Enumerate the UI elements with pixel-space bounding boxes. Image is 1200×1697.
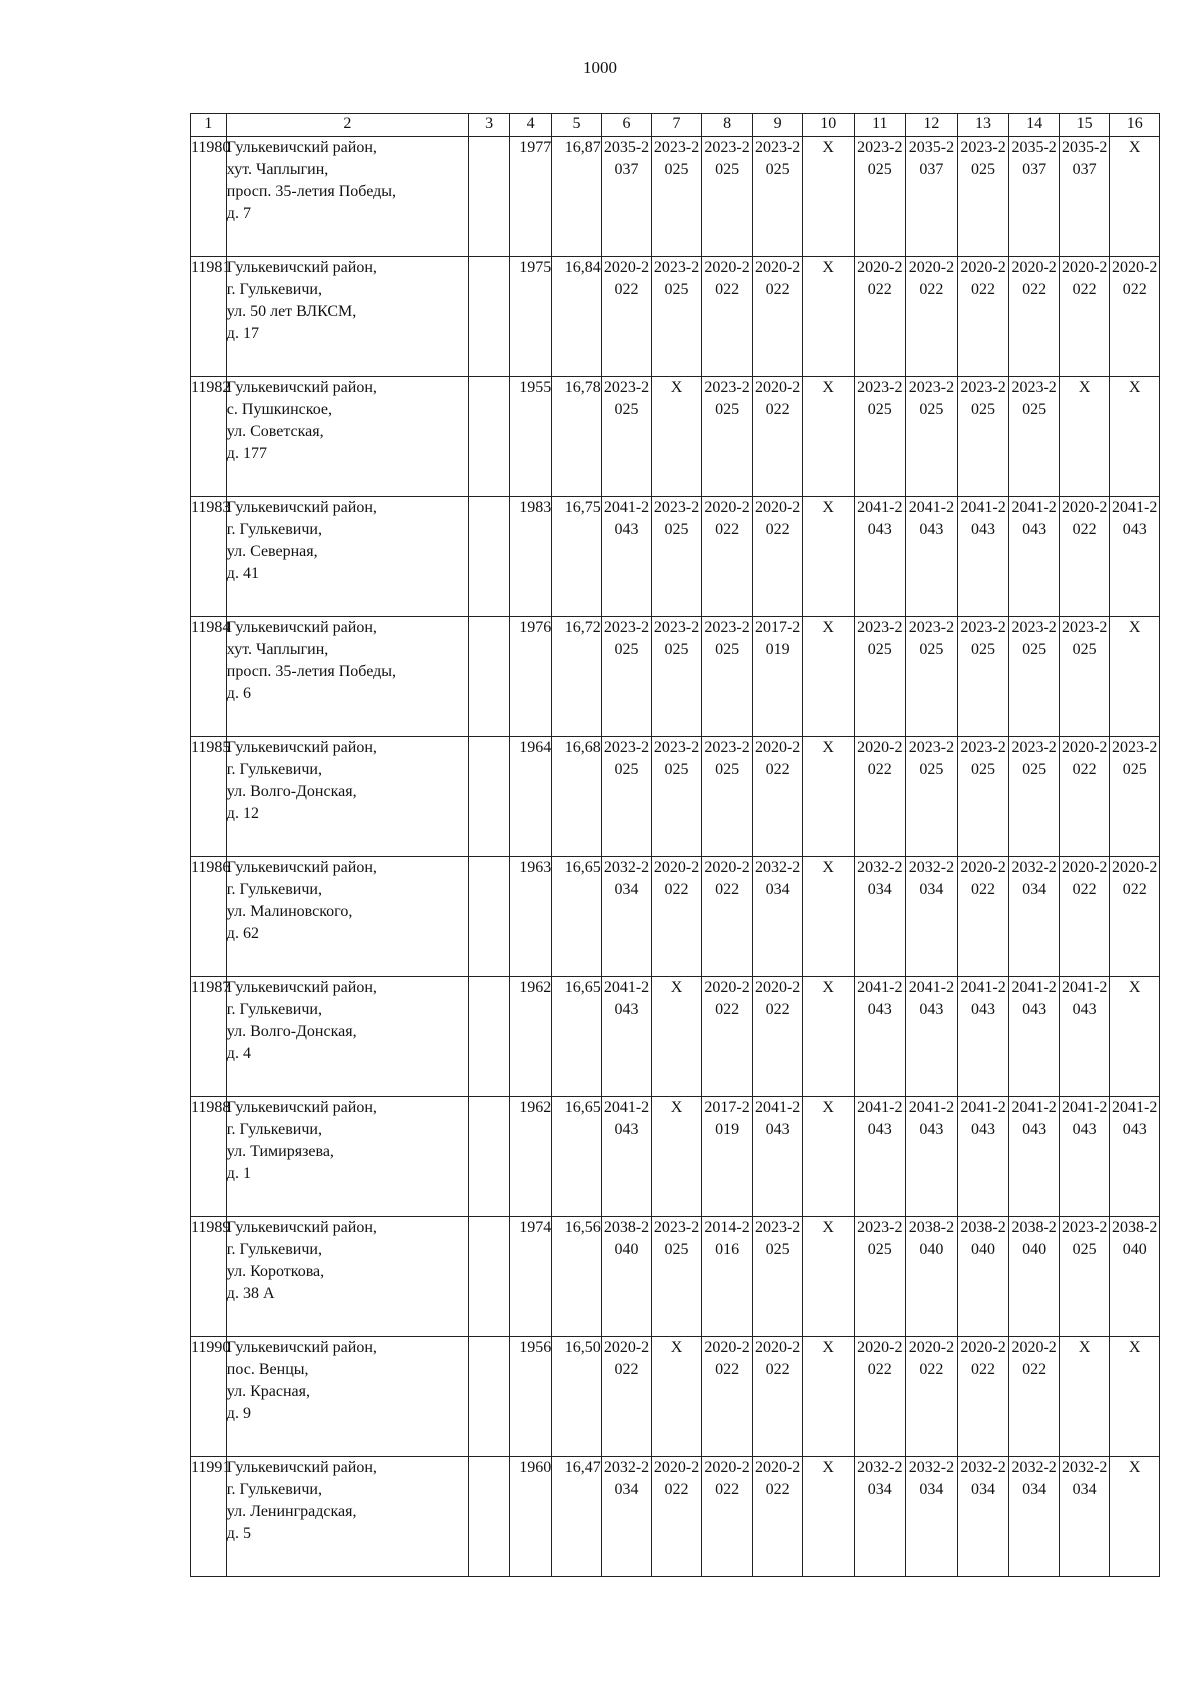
column-header-3: 3 [469,114,510,137]
value-cell: 2041-2043 [1059,977,1110,1097]
value-cell: 2020-2022 [906,257,958,377]
value-cell: 2023-2025 [1059,1217,1110,1337]
value-cell: X [652,977,702,1097]
value-cell: 2032-2034 [601,1457,652,1577]
column-header-10: 10 [802,114,854,137]
column-header-1: 1 [191,114,227,137]
address-line: ул. Ленинградская, [226,1503,357,1520]
table-row [191,497,1160,617]
address-line: с. Пушкинское, [226,401,333,418]
value-cell: X [652,1337,702,1457]
value-cell: 2020-2022 [753,1337,803,1457]
value-cell: 2035-2037 [906,137,958,257]
address-cell [226,377,468,497]
address-line: Гулькевичский район, [226,499,377,516]
row-number: 11988 [191,1097,227,1217]
address-line: д. 17 [226,325,259,342]
value-cell: 2020-2022 [854,737,906,857]
column-header-5: 5 [552,114,602,137]
table-row [191,257,1160,377]
address-line: Гулькевичский район, [226,1219,377,1236]
address-line: г. Гулькевичи, [226,761,322,778]
value-cell: 2023-2025 [957,137,1009,257]
address-line: Гулькевичский район, [226,1459,377,1476]
value-cell: X [652,377,702,497]
value-cell: X [1110,617,1160,737]
value-cell: X [1110,137,1160,257]
row-number: 11980 [191,137,227,257]
column-header-13: 13 [957,114,1009,137]
value-cell: X [1110,1457,1160,1577]
row-number: 11983 [191,497,227,617]
column-3-cell [469,617,510,737]
value-cell: 2023-2025 [854,137,906,257]
value-cell: 2023-2025 [753,1217,803,1337]
year-cell: 1962 [510,977,552,1097]
value-cell: 2023-2025 [652,137,702,257]
value-cell: 2032-2034 [1059,1457,1110,1577]
address-line: Гулькевичский район, [226,1339,377,1356]
value-cell: 2020-2022 [701,1337,753,1457]
value-cell: X [802,737,854,857]
value-cell: 2020-2022 [957,1337,1009,1457]
year-cell: 1964 [510,737,552,857]
value-cell: 2041-2043 [601,977,652,1097]
address-line: г. Гулькевичи, [226,1001,322,1018]
address-line: д. 7 [226,205,251,222]
table-row [191,377,1160,497]
value-cell: 2020-2022 [753,377,803,497]
value-cell: 2041-2043 [957,1097,1009,1217]
column-3-cell [469,1457,510,1577]
value-cell: 2023-2025 [1009,617,1060,737]
address-cell [226,857,468,977]
value-cell: 2020-2022 [957,257,1009,377]
value-cell: 2020-2022 [1009,1337,1060,1457]
value-cell: 2023-2025 [701,377,753,497]
value-cell: 2020-2022 [1009,257,1060,377]
address-line: г. Гулькевичи, [226,1121,322,1138]
address-line: г. Гулькевичи, [226,1481,322,1498]
value-cell: 2023-2025 [601,377,652,497]
value-cell: 2023-2025 [1009,377,1060,497]
value-cell: 2014-2016 [701,1217,753,1337]
address-line: Гулькевичский район, [226,139,377,156]
row-number: 11990 [191,1337,227,1457]
column-3-cell [469,857,510,977]
address-line: ул. Волго-Донская, [226,783,357,800]
row-number: 11985 [191,737,227,857]
value-cell: 2020-2022 [1059,497,1110,617]
value-cell: 2023-2025 [652,617,702,737]
value-cell: X [1110,977,1160,1097]
address-line: ул. Малиновского, [226,903,353,920]
value-cell: 2023-2025 [753,137,803,257]
table-row [191,737,1160,857]
value-cell: 2041-2043 [1009,497,1060,617]
value-cell: X [802,257,854,377]
value-cell: 2041-2043 [854,497,906,617]
value-cell: 2023-2025 [1059,617,1110,737]
value-cell: 2041-2043 [1009,977,1060,1097]
address-line: Гулькевичский район, [226,619,377,636]
address-line: просп. 35-летия Победы, [226,663,397,680]
value-cell: 2023-2025 [854,1217,906,1337]
address-line: ул. Красная, [226,1383,310,1400]
address-cell [226,137,468,257]
value-cell: X [1059,1337,1110,1457]
row-number: 11989 [191,1217,227,1337]
column-3-cell [469,737,510,857]
value-cell: 2020-2022 [701,257,753,377]
value-cell: 2041-2043 [906,497,958,617]
column-3-cell [469,1097,510,1217]
value-cell: X [802,1217,854,1337]
area-cell: 16,50 [552,1337,602,1457]
value-cell: 2035-2037 [1059,137,1110,257]
address-line: Гулькевичский район, [226,259,377,276]
address-line: д. 6 [226,685,251,702]
year-cell: 1955 [510,377,552,497]
address-line: ул. Тимирязева, [226,1143,334,1160]
address-line: Гулькевичский район, [226,739,377,756]
value-cell: 2017-2019 [753,617,803,737]
table-row [191,1337,1160,1457]
address-line: ул. Короткова, [226,1263,325,1280]
value-cell: 2032-2034 [601,857,652,977]
value-cell: 2023-2025 [1009,737,1060,857]
address-line: Гулькевичский район, [226,979,377,996]
column-3-cell [469,257,510,377]
value-cell: 2020-2022 [906,1337,958,1457]
value-cell: 2020-2022 [701,497,753,617]
value-cell: 2041-2043 [957,977,1009,1097]
address-cell [226,977,468,1097]
year-cell: 1962 [510,1097,552,1217]
address-line: д. 41 [226,565,259,582]
address-cell [226,257,468,377]
value-cell: X [802,137,854,257]
year-cell: 1975 [510,257,552,377]
column-3-cell [469,137,510,257]
value-cell: 2020-2022 [753,737,803,857]
value-cell: 2032-2034 [854,1457,906,1577]
address-cell [226,737,468,857]
year-cell: 1983 [510,497,552,617]
area-cell: 16,84 [552,257,602,377]
address-line: Гулькевичский район, [226,859,377,876]
row-number: 11982 [191,377,227,497]
table-row [191,137,1160,257]
column-header-12: 12 [906,114,958,137]
value-cell: 2023-2025 [701,617,753,737]
address-line: д. 62 [226,925,259,942]
value-cell: 2023-2025 [906,377,958,497]
value-cell: 2032-2034 [906,1457,958,1577]
column-header-16: 16 [1110,114,1160,137]
column-header-4: 4 [510,114,552,137]
value-cell: 2023-2025 [701,137,753,257]
value-cell: X [1110,1337,1160,1457]
value-cell: 2020-2022 [753,257,803,377]
address-line: хут. Чаплыгин, [226,641,329,658]
address-line: г. Гулькевичи, [226,1241,322,1258]
value-cell: 2017-2019 [701,1097,753,1217]
value-cell: 2020-2022 [1059,737,1110,857]
value-cell: 2038-2040 [1110,1217,1160,1337]
value-cell: 2023-2025 [652,1217,702,1337]
value-cell: 2023-2025 [957,617,1009,737]
value-cell: 2023-2025 [601,737,652,857]
value-cell: 2038-2040 [1009,1217,1060,1337]
address-cell [226,617,468,737]
year-cell: 1963 [510,857,552,977]
address-line: д. 5 [226,1525,251,1542]
address-line: пос. Венцы, [226,1361,309,1378]
value-cell: 2041-2043 [854,977,906,1097]
address-line: д. 38 А [226,1285,275,1302]
address-cell [226,497,468,617]
value-cell: 2020-2022 [957,857,1009,977]
value-cell: X [652,1097,702,1217]
area-cell: 16,78 [552,377,602,497]
address-line: Гулькевичский район, [226,379,377,396]
page-number: 1000 [583,58,617,77]
address-line: г. Гулькевичи, [226,521,322,538]
value-cell: 2032-2034 [906,857,958,977]
value-cell: 2041-2043 [1110,1097,1160,1217]
value-cell: 2023-2025 [1110,737,1160,857]
area-cell: 16,72 [552,617,602,737]
year-cell: 1974 [510,1217,552,1337]
address-line: хут. Чаплыгин, [226,161,329,178]
value-cell: 2023-2025 [652,497,702,617]
value-cell: X [802,857,854,977]
column-header-15: 15 [1059,114,1110,137]
value-cell: 2032-2034 [957,1457,1009,1577]
area-cell: 16,56 [552,1217,602,1337]
value-cell: 2032-2034 [854,857,906,977]
value-cell: 2038-2040 [957,1217,1009,1337]
address-line: ул. Советская, [226,423,324,440]
value-cell: 2038-2040 [601,1217,652,1337]
value-cell: 2020-2022 [701,857,753,977]
value-cell: 2032-2034 [1009,1457,1060,1577]
area-cell: 16,65 [552,977,602,1097]
column-3-cell [469,377,510,497]
area-cell: 16,65 [552,1097,602,1217]
value-cell: 2023-2025 [854,377,906,497]
value-cell: 2023-2025 [957,737,1009,857]
value-cell: X [802,1457,854,1577]
value-cell: 2020-2022 [652,857,702,977]
value-cell: 2020-2022 [701,977,753,1097]
value-cell: 2020-2022 [854,257,906,377]
address-line: д. 1 [226,1165,251,1182]
value-cell: 2041-2043 [1110,497,1160,617]
address-cell [226,1097,468,1217]
value-cell: X [1110,377,1160,497]
address-line: д. 12 [226,805,259,822]
row-number: 11991 [191,1457,227,1577]
table-row [191,1217,1160,1337]
table-body [191,137,1160,1577]
value-cell: 2041-2043 [601,1097,652,1217]
column-header-7: 7 [652,114,702,137]
value-cell: 2023-2025 [906,617,958,737]
value-cell: 2020-2022 [1110,257,1160,377]
address-cell [226,1457,468,1577]
value-cell: X [802,497,854,617]
address-cell [226,1217,468,1337]
year-cell: 1977 [510,137,552,257]
row-number: 11987 [191,977,227,1097]
area-cell: 16,87 [552,137,602,257]
address-line: г. Гулькевичи, [226,281,322,298]
value-cell: 2032-2034 [1009,857,1060,977]
value-cell: 2032-2034 [753,857,803,977]
area-cell: 16,47 [552,1457,602,1577]
value-cell: 2041-2043 [601,497,652,617]
value-cell: 2020-2022 [753,1457,803,1577]
value-cell: 2020-2022 [601,257,652,377]
address-line: ул. Волго-Донская, [226,1023,357,1040]
value-cell: X [802,617,854,737]
value-cell: X [802,1097,854,1217]
year-cell: 1956 [510,1337,552,1457]
value-cell: 2023-2025 [652,737,702,857]
value-cell: X [802,377,854,497]
address-line: г. Гулькевичи, [226,881,322,898]
value-cell: 2041-2043 [753,1097,803,1217]
column-3-cell [469,1217,510,1337]
column-header-2: 2 [226,114,468,137]
row-number: 11981 [191,257,227,377]
value-cell: 2035-2037 [1009,137,1060,257]
value-cell: 2041-2043 [1009,1097,1060,1217]
column-header-6: 6 [601,114,652,137]
row-number: 11986 [191,857,227,977]
column-header-11: 11 [854,114,906,137]
value-cell: 2020-2022 [753,977,803,1097]
value-cell: 2020-2022 [1059,857,1110,977]
table-row [191,1457,1160,1577]
value-cell: 2020-2022 [1110,857,1160,977]
column-header-14: 14 [1009,114,1060,137]
address-cell [226,1337,468,1457]
column-3-cell [469,977,510,1097]
row-number: 11984 [191,617,227,737]
value-cell: 2023-2025 [701,737,753,857]
area-cell: 16,68 [552,737,602,857]
area-cell: 16,75 [552,497,602,617]
value-cell: 2023-2025 [957,377,1009,497]
value-cell: 2035-2037 [601,137,652,257]
value-cell: X [802,977,854,1097]
area-cell: 16,65 [552,857,602,977]
address-line: Гулькевичский район, [226,1099,377,1116]
value-cell: 2020-2022 [652,1457,702,1577]
value-cell: X [1059,377,1110,497]
table-row [191,977,1160,1097]
value-cell: 2041-2043 [906,977,958,1097]
address-line: ул. Северная, [226,543,318,560]
value-cell: X [802,1337,854,1457]
address-line: д. 4 [226,1045,251,1062]
value-cell: 2020-2022 [701,1457,753,1577]
value-cell: 2020-2022 [753,497,803,617]
value-cell: 2020-2022 [1059,257,1110,377]
value-cell: 2041-2043 [854,1097,906,1217]
table-row [191,1097,1160,1217]
address-line: д. 9 [226,1405,251,1422]
header-row [191,114,1160,137]
table-row [191,857,1160,977]
value-cell: 2038-2040 [906,1217,958,1337]
value-cell: 2041-2043 [1059,1097,1110,1217]
address-line: ул. 50 лет ВЛКСМ, [226,303,357,320]
value-cell: 2041-2043 [906,1097,958,1217]
table-row [191,617,1160,737]
value-cell: 2023-2025 [652,257,702,377]
column-header-8: 8 [701,114,753,137]
address-line: д. 177 [226,445,267,462]
value-cell: 2023-2025 [854,617,906,737]
year-cell: 1960 [510,1457,552,1577]
column-3-cell [469,497,510,617]
year-cell: 1976 [510,617,552,737]
column-header-9: 9 [753,114,803,137]
housing-register-table [190,113,1160,1577]
value-cell: 2020-2022 [601,1337,652,1457]
value-cell: 2020-2022 [854,1337,906,1457]
column-3-cell [469,1337,510,1457]
value-cell: 2023-2025 [601,617,652,737]
address-line: просп. 35-летия Победы, [226,183,397,200]
value-cell: 2041-2043 [957,497,1009,617]
value-cell: 2023-2025 [906,737,958,857]
